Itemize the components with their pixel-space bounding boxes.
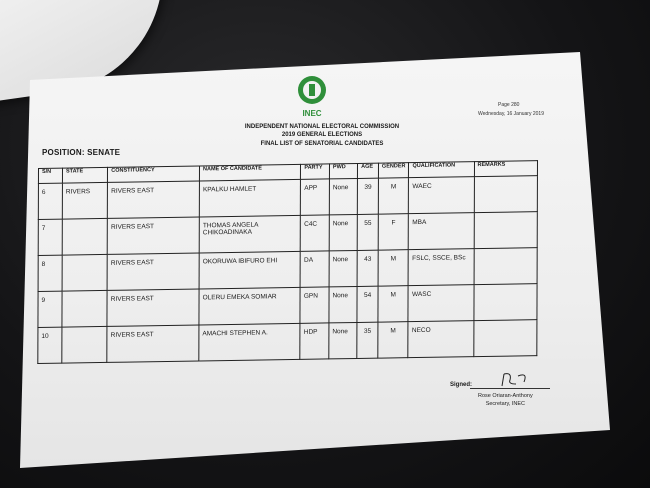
cell-state [62,254,107,291]
cell-name: KPALKU HAMLET [199,179,300,217]
cell-qualification: NECO [408,321,473,358]
cell-age: 43 [357,250,378,286]
cell-age: 54 [357,286,378,322]
table-row [38,320,537,364]
cell-qualification: WASC [408,285,473,322]
cell-state [62,218,107,255]
cell-age: 39 [358,178,379,214]
cell-state [62,326,107,363]
cell-gender: M [378,250,409,286]
cell-pwd: None [329,214,357,250]
cell-pwd: None [329,250,357,286]
cell-gender: M [378,178,409,214]
cell-pwd: None [329,322,357,358]
cell-sn: 9 [38,291,62,327]
list-title: FINAL LIST OF SENATORIAL CANDIDATES [260,141,384,147]
cell-constituency: RIVERS EAST [107,325,199,362]
cell-qualification: FSLC, SSCE, BSc [409,249,474,286]
cell-qualification: WAEC [409,177,474,214]
cell-party: GPN [300,287,329,323]
cell-qualification: MBA [409,213,474,250]
cell-sn: 8 [38,255,62,291]
cell-state [62,290,107,327]
signature-line [470,388,550,389]
cell-party: APP [301,179,330,215]
header-sn: S/N [38,168,62,183]
cell-constituency: RIVERS EAST [107,253,199,290]
cell-remarks [474,176,538,213]
cell-pwd: None [329,178,357,214]
header-remarks: REMARKS [474,161,538,177]
position-value: SENATE [87,148,121,157]
cell-gender: F [378,214,409,250]
cell-name: OLERU EMEKA SOMIAR [199,287,300,325]
cell-constituency: RIVERS EAST [108,181,200,218]
position-label: POSITION: [42,148,85,157]
signer-title: Secretary, INEC [485,401,526,407]
cell-name: OKORUWA IBIFURO EHI [199,251,300,289]
cell-constituency: RIVERS EAST [107,289,199,326]
handwritten-signature [498,370,538,390]
cell-sn: 10 [38,327,62,363]
header-state: STATE [62,167,107,183]
cell-party: DA [300,251,329,287]
cell-party: C4C [301,215,330,251]
logo-text: INEC [302,109,322,118]
document-date: Wednesday, 16 January 2019 [478,111,544,117]
page-number: Page 280 [498,102,520,108]
header-constituency: CONSTITUENCY [108,166,200,182]
cell-sn: 6 [38,183,62,219]
cell-party: HDP [300,323,329,359]
cell-pwd: None [329,286,357,322]
cell-name: THOMAS ANGELA CHIKOADINAKA [199,215,300,253]
header-qualification: QUALIFICATION [409,162,474,178]
cell-sn: 7 [38,219,62,255]
candidates-table [37,160,538,364]
cell-remarks [474,248,538,285]
signer-name: Rose Oriaran-Anthony [478,393,533,399]
cell-constituency: RIVERS EAST [107,217,199,254]
cell-remarks [474,212,538,249]
cell-age: 55 [357,214,378,250]
header-name: NAME OF CANDIDATE [199,164,300,181]
cell-remarks [473,320,537,357]
election-title: 2019 GENERAL ELECTIONS [281,132,363,138]
signed-label: Signed: [450,382,472,388]
inec-logo-icon [290,72,334,120]
cell-gender: M [378,322,409,358]
cell-name: AMACHI STEPHEN A. [199,323,300,361]
cell-state: RIVERS [62,182,107,219]
org-title: INDEPENDENT NATIONAL ELECTORAL COMMISSION [244,124,400,130]
header-age: AGE [358,163,379,178]
cell-gender: M [378,286,409,322]
cell-age: 35 [357,322,378,358]
header-party: PARTY [301,164,330,179]
header-pwd: PWD [329,163,357,178]
signer-block [478,392,533,408]
header-gender: GENDER [378,163,409,178]
position-line [42,148,120,157]
cell-remarks [473,284,537,321]
